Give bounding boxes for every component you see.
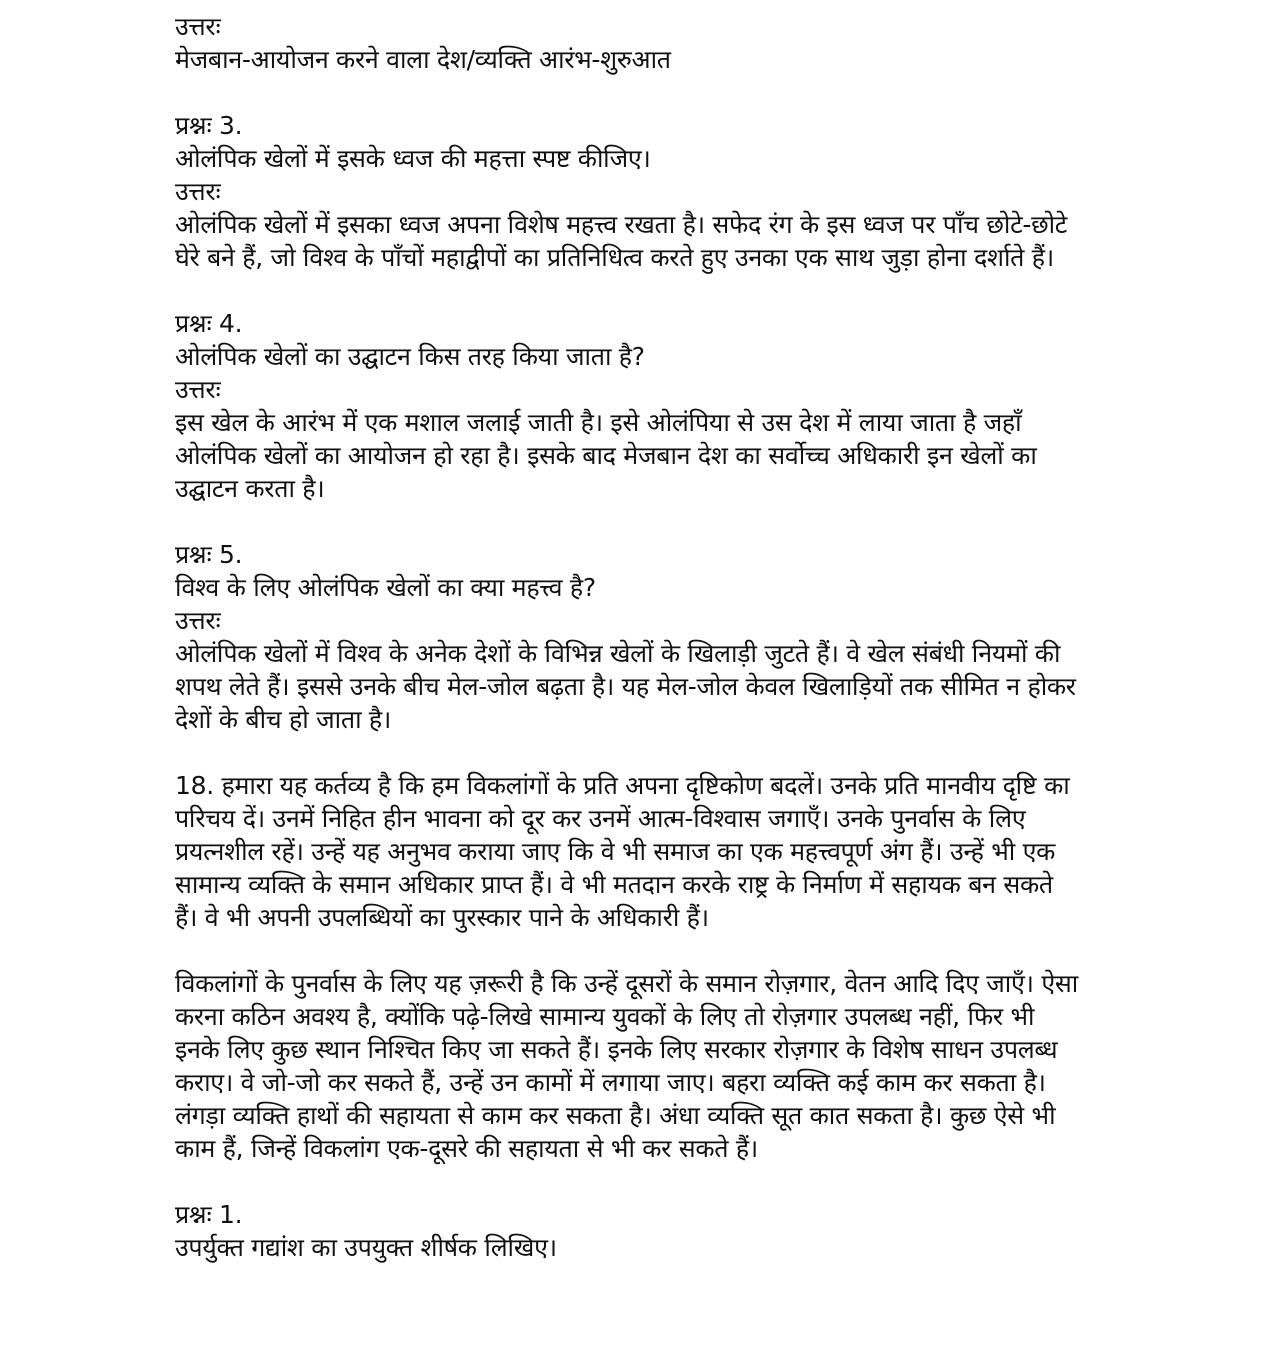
question-label: प्रश्नः 1. bbox=[175, 1200, 243, 1229]
answer-line: इस खेल के आरंभ में एक मशाल जलाई जाती है। इसे ओलंपिया से उस देश में लाया जाता है जहाँ bbox=[175, 408, 1022, 437]
answer-label: उत्तरः bbox=[175, 606, 221, 635]
question-label: प्रश्नः 5. bbox=[175, 540, 243, 569]
answer-line: शपथ लेते हैं। इससे उनके बीच मेल-जोल बढ़ता है। यह मेल-जोल केवल खिलाड़ियों तक सीमित न होकर bbox=[175, 672, 1076, 701]
passage-line: 18. हमारा यह कर्तव्य है कि हम विकलांगों के प्रति अपना दृष्टिकोण बदलें। उनके प्रति मानवीय दृष्टि का bbox=[175, 771, 1070, 800]
question-text: ओलंपिक खेलों में इसके ध्वज की महत्ता स्पष्ट कीजिए। bbox=[175, 144, 651, 173]
answer-line: ओलंपिक खेलों में विश्व के अनेक देशों के विभिन्न खेलों के खिलाड़ी जुटते हैं। वे खेल संबंधी नियमों की bbox=[175, 639, 1061, 668]
intro-answer-block bbox=[175, 10, 1150, 76]
final-question-block bbox=[175, 1198, 1150, 1264]
question-block-3 bbox=[175, 109, 1150, 274]
passage-line: प्रयत्नशील रहें। उन्हें यह अनुभव कराया जाए कि वे भी समाज का एक महत्त्वपूर्ण अंग हैं। उन्हें भी एक bbox=[175, 837, 1056, 866]
question-block-5 bbox=[175, 538, 1150, 736]
passage-line: हैं। वे भी अपनी उपलब्धियों का पुरस्कार पाने के अधिकारी हैं। bbox=[175, 903, 709, 932]
document-page bbox=[175, 10, 1150, 1264]
passage-paragraph-1 bbox=[175, 769, 1150, 934]
passage-line: कराए। वे जो-जो कर सकते हैं, उन्हें उन कामों में लगाया जाए। बहरा व्यक्ति कई काम कर सकता है। bbox=[175, 1068, 1046, 1097]
question-text: उपर्युक्त गद्यांश का उपयुक्त शीर्षक लिखिए। bbox=[175, 1233, 557, 1262]
passage-line: परिचय दें। उनमें निहित हीन भावना को दूर कर उनमें आत्म-विश्वास जगाएँ। उनके पुनर्वास के लिए bbox=[175, 804, 1026, 833]
passage-line: सामान्य व्यक्ति के समान अधिकार प्राप्त हैं। वे भी मतदान करके राष्ट्र के निर्माण में सहायक बन सकते bbox=[175, 870, 1053, 899]
passage-paragraph-2 bbox=[175, 967, 1150, 1165]
answer-line: मेजबान-आयोजन करने वाला देश/व्यक्ति आरंभ-शुरुआत bbox=[175, 45, 671, 74]
passage-line: काम हैं, जिन्हें विकलांग एक-दूसरे की सहायता से भी कर सकते हैं। bbox=[175, 1134, 758, 1163]
answer-line: ओलंपिक खेलों में इसका ध्वज अपना विशेष महत्त्व रखता है। सफेद रंग के इस ध्वज पर पाँच छोटे-छोटे bbox=[175, 210, 1068, 239]
question-text: ओलंपिक खेलों का उद्घाटन किस तरह किया जाता है? bbox=[175, 342, 645, 371]
question-label: प्रश्नः 3. bbox=[175, 111, 243, 140]
passage-line: करना कठिन अवश्य है, क्योंकि पढ़े-लिखे सामान्य युवकों के लिए तो रोज़गार उपलब्ध नहीं, फिर भी bbox=[175, 1002, 1035, 1031]
passage-line: विकलांगों के पुनर्वास के लिए यह ज़रूरी है कि उन्हें दूसरों के समान रोज़गार, वेतन आदि दिए जाएँ। ऐसा bbox=[175, 969, 1078, 998]
question-label: प्रश्नः 4. bbox=[175, 309, 243, 338]
answer-line: ओलंपिक खेलों का आयोजन हो रहा है। इसके बाद मेजबान देश का सर्वोच्च अधिकारी इन खेलों का bbox=[175, 441, 1037, 470]
answer-line: देशों के बीच हो जाता है। bbox=[175, 705, 392, 734]
answer-label: उत्तरः bbox=[175, 375, 221, 404]
answer-label: उत्तरः bbox=[175, 12, 221, 41]
passage-line: इनके लिए कुछ स्थान निश्चित किए जा सकते हैं। इनके लिए सरकार रोज़गार के विशेष साधन उपलब्ध bbox=[175, 1035, 1058, 1064]
answer-line: उद्घाटन करता है। bbox=[175, 474, 325, 503]
answer-label: उत्तरः bbox=[175, 177, 221, 206]
question-text: विश्व के लिए ओलंपिक खेलों का क्या महत्त्व है? bbox=[175, 573, 596, 602]
answer-line: घेरे बने हैं, जो विश्व के पाँचों महाद्वीपों का प्रतिनिधित्व करते हुए उनका एक साथ जुड़ा होना दर्शाते हैं। bbox=[175, 243, 1054, 272]
passage-line: लंगड़ा व्यक्ति हाथों की सहायता से काम कर सकता है। अंधा व्यक्ति सूत कात सकता है। कुछ ऐसे भी bbox=[175, 1101, 1056, 1130]
question-block-4 bbox=[175, 307, 1150, 505]
